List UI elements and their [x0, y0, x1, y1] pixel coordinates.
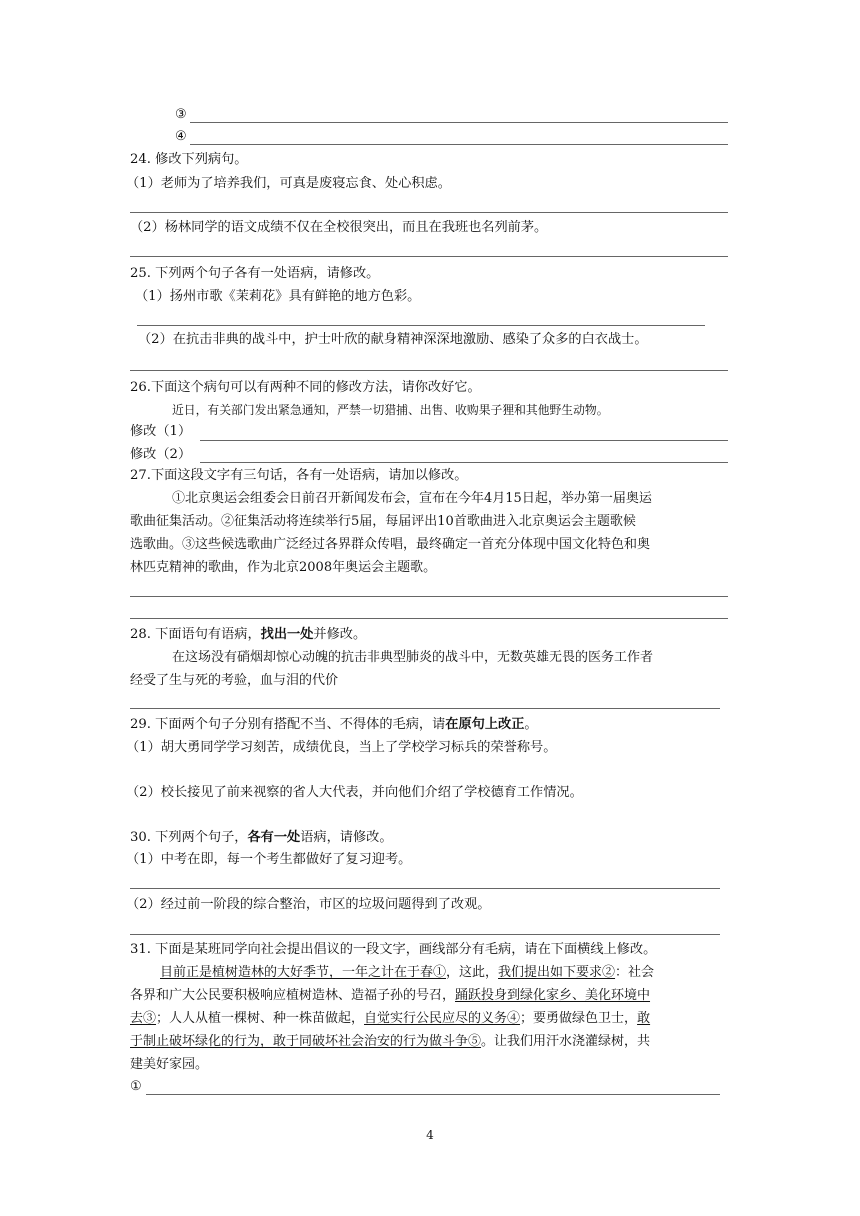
question-30-title: 30. 下列两个句子，各有一处语病，请修改。	[130, 830, 393, 845]
question-25-title: 25. 下列两个句子各有一处语病，请修改。	[130, 266, 380, 281]
answer-line	[146, 1094, 720, 1095]
question-27-line: 林匹克精神的歌曲，作为北京2008年奥运会主题歌。	[130, 560, 437, 575]
question-31-line: 各界和广大公民要积极响应植树造林、造福子孙的号召，踊跃投身到绿化家乡、美化环境中	[130, 988, 651, 1003]
answer-line	[190, 122, 728, 123]
answer-line	[130, 708, 720, 709]
question-30-sentence-2: （2）经过前一阶段的综合整治，市区的垃圾问题得到了改观。	[126, 897, 491, 912]
question-29-sentence-1: （1）胡大勇同学学习刻苦，成绩优良，当上了学校学习标兵的荣誉称号。	[126, 740, 557, 755]
answer-line	[200, 462, 728, 463]
question-29-sentence-2: （2）校长接见了前来视察的省人大代表，并向他们介绍了学校德育工作情况。	[126, 785, 583, 800]
question-31-line: 建美好家园。	[130, 1057, 209, 1072]
answer-label-3: ③	[175, 107, 187, 122]
question-27-line: ①北京奥运会组委会日前召开新闻发布会，宣布在今年4月15日起，举办第一届奥运	[172, 491, 652, 506]
question-31-title: 31. 下面是某班同学向社会提出倡议的一段文字，画线部分有毛病，请在下面横线上修改。	[130, 942, 657, 957]
question-24-sentence-2: （2）杨林同学的语文成绩不仅在全校很突出，而且在我班也名列前茅。	[130, 220, 548, 235]
question-30-sentence-1: （1）中考在即，每一个考生都做好了复习迎考。	[126, 852, 412, 867]
answer-line	[137, 325, 705, 326]
question-26-sentence: 近日，有关部门发出紧急通知，严禁一切猎捕、出售、收购果子狸和其他野生动物。	[172, 403, 609, 417]
question-25-sentence-2: （2）在抗击非典的战斗中，护士叶欣的献身精神深深地激励、感染了众多的白衣战士。	[138, 332, 648, 347]
question-27-line: 选歌曲。③这些候选歌曲广泛经过各界群众传唱，最终确定一首充分体现中国文化特色和奥	[130, 537, 651, 552]
answer-line	[190, 144, 728, 145]
question-24-title: 24. 修改下列病句。	[130, 152, 248, 167]
question-28-line: 经受了生与死的考验，血与泪的代价	[130, 673, 339, 688]
question-28-line: 在这场没有硝烟却惊心动魄的抗击非典型肺炎的战斗中，无数英雄无畏的医务工作者	[172, 650, 654, 665]
answer-line	[130, 256, 728, 257]
question-28-title: 28. 下面语句有语病，找出一处并修改。	[130, 627, 367, 642]
question-24-sentence-1: （1）老师为了培养我们，可真是废寝忘食、处心积虑。	[126, 176, 451, 191]
fix-label-1: 修改（1）	[130, 424, 192, 439]
question-27-title: 27.下面这段文字有三句话，各有一处语病，请加以修改。	[130, 468, 468, 483]
answer-line	[130, 596, 728, 597]
question-26-title: 26.下面这个病句可以有两种不同的修改方法，请你改好它。	[130, 380, 481, 395]
answer-line	[130, 212, 728, 213]
answer-label-4: ④	[175, 129, 187, 144]
answer-line	[130, 618, 728, 619]
question-25-sentence-1: （1）扬州市歌《茉莉花》具有鲜艳的地方色彩。	[135, 289, 421, 304]
answer-label-1: ①	[130, 1079, 142, 1094]
question-27-line: 歌曲征集活动。②征集活动将连续举行5届，每届评出10首歌曲进入北京奥运会主题歌候	[130, 514, 636, 529]
answer-line	[200, 440, 728, 441]
question-29-title: 29. 下面两个句子分别有搭配不当、不得体的毛病，请在原句上改正。	[130, 717, 538, 732]
question-31-line: 于制止破坏绿化的行为，敢于同破坏社会治安的行为做斗争⑤。让我们用汗水浇灌绿树，共	[130, 1034, 651, 1049]
answer-line	[130, 934, 720, 935]
answer-line	[130, 370, 728, 371]
question-31-line: 去③；人人从植一棵树、种一株苗做起，自觉实行公民应尽的义务④；要勇做绿色卫士，敢	[130, 1011, 651, 1026]
question-31-line: 目前正是植树造林的大好季节，一年之计在于春①，这此，我们提出如下要求②：社会	[160, 965, 655, 980]
fix-label-2: 修改（2）	[130, 447, 192, 462]
answer-line	[130, 888, 720, 889]
page-number: 4	[426, 1128, 434, 1142]
